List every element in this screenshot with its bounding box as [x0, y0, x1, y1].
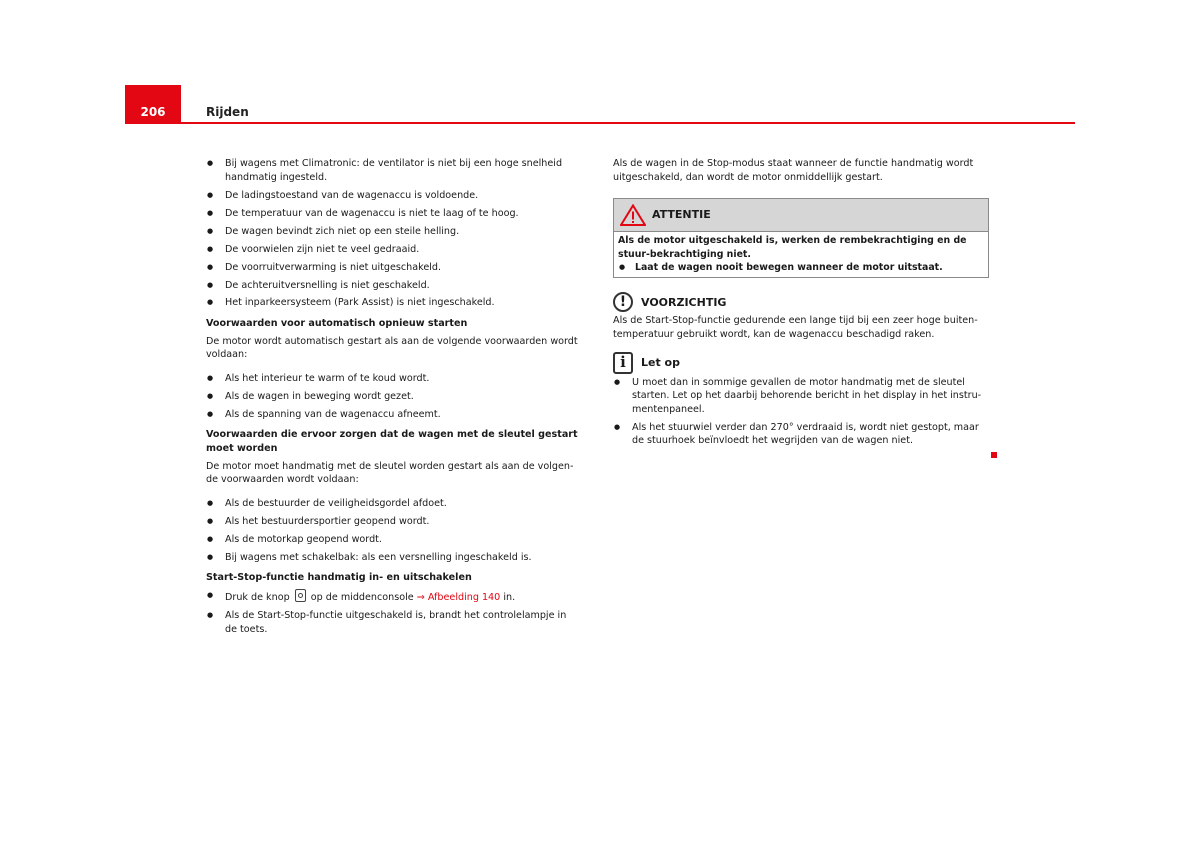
list-item: [206, 589, 578, 605]
list-item: ● Het inparkeersysteem (Park Assist) is niet ingeschakeld.: [206, 296, 578, 310]
list-item: ● Als het interieur te warm of te koud wordt.: [206, 372, 578, 386]
list-item: ● Als de wagen in beweging wordt gezet.: [206, 390, 578, 404]
list-item: ● Als het bestuurdersportier geopend wordt.: [206, 515, 578, 529]
left-column: [206, 157, 578, 641]
paragraph: De motor wordt automatisch gestart als aan de volgende voorwaarden wordt voldaan:: [206, 335, 578, 361]
caution-header: [613, 292, 989, 312]
chapter-title: Rijden: [206, 105, 249, 119]
exclamation-circle-icon: !: [613, 292, 633, 312]
attention-body: [614, 231, 988, 277]
list-item: ● Laat de wagen nooit bewegen wanneer de motor uitstaat.: [618, 261, 984, 274]
attention-title: ATTENTIE: [652, 208, 711, 222]
info-icon: i: [613, 352, 633, 374]
list-item: ● Als de spanning van de wagenaccu afneemt.: [206, 408, 578, 422]
attention-box: [613, 198, 989, 278]
attention-header: [614, 199, 988, 231]
section-heading: Voorwaarden voor automatisch opnieuw starten: [206, 318, 468, 330]
list-item: ● Als de Start-Stop-functie uitgeschakeld is, brandt het controlelampje in de toets.: [206, 609, 578, 636]
list-item: ● U moet dan in sommige gevallen de motor handmatig met de sleutel starten. Let op het daarbij behorende bericht in het display in het instru-mentenpaneel.: [613, 376, 989, 417]
list-item: ● De voorruitverwarming is niet uitgeschakeld.: [206, 261, 578, 275]
figure-link[interactable]: ⇒ Afbeelding 140: [416, 591, 501, 603]
paragraph: De motor moet handmatig met de sleutel worden gestart als aan de volgen-de voorwaarden wordt voldaan:: [206, 460, 574, 486]
list-item: ● De temperatuur van de wagenaccu is niet te laag of te hoog.: [206, 207, 578, 221]
instruction-text: in.: [503, 591, 516, 603]
key-button-icon: [295, 589, 306, 602]
caution-title: VOORZICHTIG: [641, 295, 727, 309]
list-item: ● De voorwielen zijn niet te veel gedraaid.: [206, 243, 578, 257]
attention-text: Als de motor uitgeschakeld is, werken de rembekrachtiging en de stuur-bekrachtiging niet.: [618, 235, 967, 260]
list-item: ● Als de bestuurder de veiligheidsgordel afdoet.: [206, 497, 578, 511]
instruction-text: op de middenconsole: [310, 591, 414, 603]
list-item: ● De wagen bevindt zich niet op een steile helling.: [206, 225, 578, 239]
caution-text: Als de Start-Stop-functie gedurende een lange tijd bij een zeer hoge buiten-temperatuur gebruikt wordt, kan de wagenaccu beschadigd raken.: [613, 315, 978, 340]
warning-triangle-icon: [620, 204, 646, 226]
section-heading: Start-Stop-functie handmatig in- en uitschakelen: [206, 572, 472, 584]
list-item: ● Als het stuurwiel verder dan 270° verdraaid is, wordt niet gestopt, maar de stuurhoek beïnvloedt het wegrijden van de wagen niet.: [613, 421, 989, 448]
header-rule: [125, 122, 1075, 124]
note-title: Let op: [641, 355, 680, 369]
list-item: ● De achteruitversnelling is niet geschakeld.: [206, 279, 578, 293]
note-header: [613, 352, 989, 374]
page-number: 206: [125, 85, 181, 123]
list-item: ● Bij wagens met Climatronic: de ventilator is niet bij een hoge snelheid handmatig ingesteld.: [206, 157, 578, 184]
list-item: ● Bij wagens met schakelbak: als een versnelling ingeschakeld is.: [206, 551, 578, 565]
section-heading: Voorwaarden die ervoor zorgen dat de wagen met de sleutel gestart moet worden: [206, 429, 578, 455]
list-item: ● Als de motorkap geopend wordt.: [206, 533, 578, 547]
end-of-section-mark: [991, 452, 997, 458]
list-item: ● De ladingstoestand van de wagenaccu is voldoende.: [206, 189, 578, 203]
instruction-text: Druk de knop: [225, 591, 290, 603]
paragraph: Als de wagen in de Stop-modus staat wanneer de functie handmatig wordt uitgeschakeld, dan wordt de motor onmiddellijk gestart.: [613, 158, 974, 183]
right-column: [613, 157, 989, 452]
